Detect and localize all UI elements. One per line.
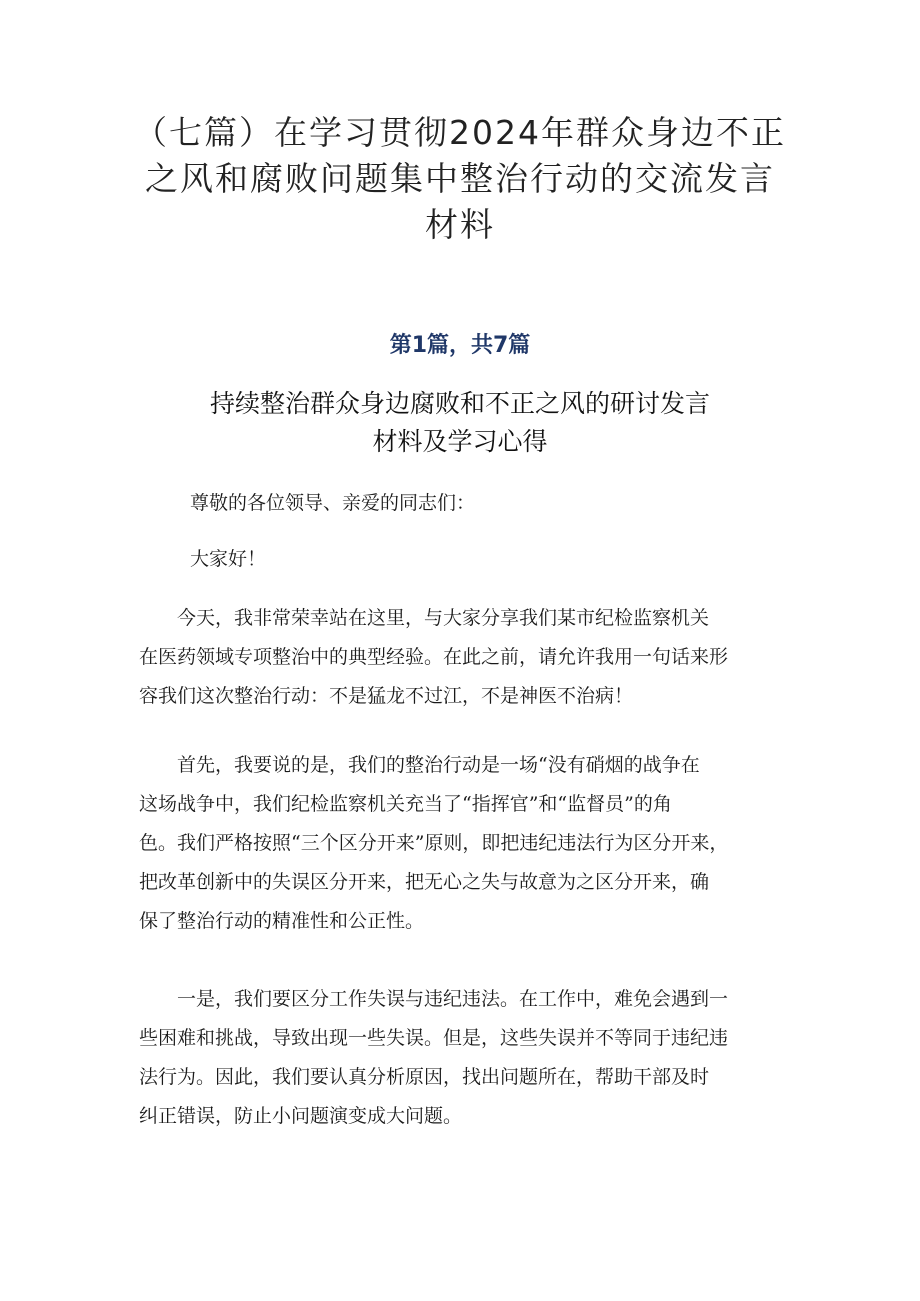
article-subtitle (120, 385, 800, 461)
title-line: 材料 (425, 205, 495, 244)
paragraph-line: 在医药领域专项整治中的典型经验。在此之前，请允许我用一句话来形 (139, 646, 729, 668)
subtitle-line: 持续整治群众身边腐败和不正之风的研讨发言 (209, 389, 710, 418)
paragraph-line: 今天，我非常荣幸站在这里，与大家分享我们某市纪检监察机关 (139, 607, 710, 629)
paragraph-line: 把改革创新中的失误区分开来，把无心之失与故意为之区分开来，确 (139, 871, 710, 893)
paragraph-line: 法行为。因此，我们要认真分析原因，找出问题所在，帮助干部及时 (139, 1066, 710, 1088)
paragraph-2 (139, 746, 799, 941)
paragraph-line: 首先，我要说的是，我们的整治行动是一场“没有硝烟的战争在 (139, 754, 700, 776)
paragraph-line: 纠正错误，防止小问题演变成大问题。 (139, 1105, 463, 1127)
paragraph-line: 一是，我们要区分工作失误与违纪违法。在工作中，难免会遇到一 (139, 988, 729, 1010)
title-line: 之风和腐败问题集中整治行动的交流发言 (145, 159, 775, 198)
paragraph-line: 保了整治行动的精准性和公正性。 (139, 910, 425, 932)
paragraph-line: 容我们这次整治行动：不是猛龙不过江，不是神医不治病！ (139, 685, 634, 707)
paragraph-1 (139, 599, 799, 716)
paragraph-line: 些困难和挑战，导致出现一些失误。但是，这些失误并不等同于违纪违 (139, 1027, 729, 1049)
hello: 大家好！ (190, 548, 267, 570)
document-title (120, 110, 800, 248)
paragraph-line: 色。我们严格按照“三个区分开来”原则，即把违纪违法行为区分开来， (139, 832, 729, 854)
paragraph-line: 这场战争中，我们纪检监察机关充当了“指挥官”和“监督员”的角 (139, 793, 672, 815)
greeting: 尊敬的各位领导、亲爱的同志们： (190, 492, 476, 514)
subtitle-line: 材料及学习心得 (372, 427, 548, 456)
paragraph-3 (139, 980, 799, 1136)
title-line: （七篇）在学习贯彻2024年群众身边不正 (134, 113, 786, 152)
part-label: 第1篇，共7篇 (389, 333, 531, 358)
